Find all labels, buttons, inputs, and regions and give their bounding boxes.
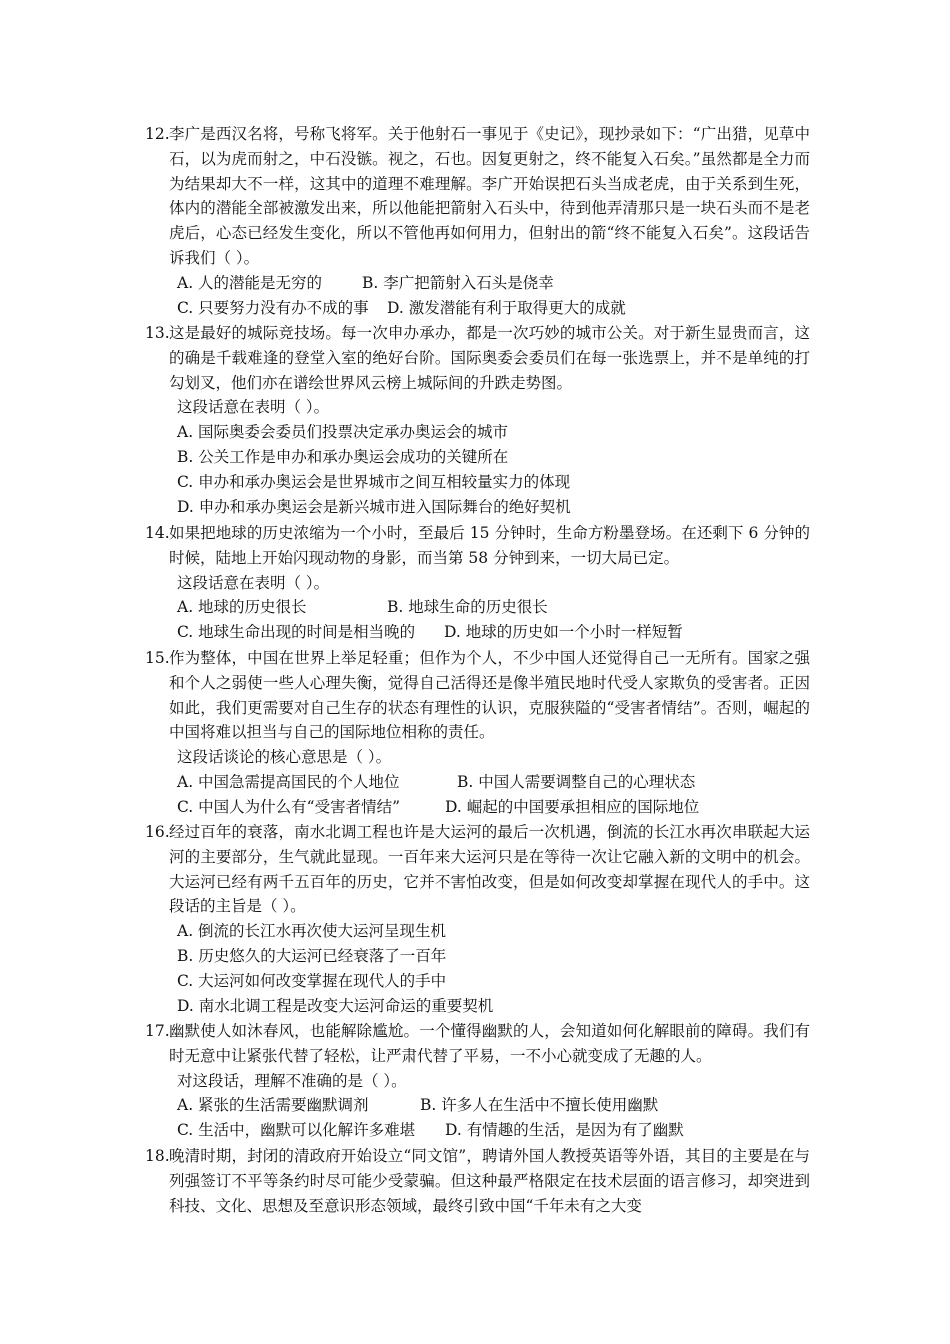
option-c: C. 只要努力没有办不成的事 [177, 298, 369, 317]
option-c: C. 大运河如何改变掌握在现代人的手中 [177, 971, 447, 990]
question-number: 13. [145, 324, 170, 342]
option-d: D. 申办和承办奥运会是新兴城市进入国际舞台的绝好契机 [177, 497, 571, 516]
question-15 [145, 646, 810, 820]
option-a: A. 国际奥委会委员们投票决定承办奥运会的城市 [177, 423, 509, 442]
option-b: B. 许多人在生活中不擅长使用幽默 [420, 1096, 659, 1115]
question-stem: 作为整体，中国在世界上举足轻重；但作为个人，不少中国人还觉得自己一无所有。国家之强和个人之弱使一些人心理失衡，觉得自己活得还是像半殖民地时代受人家欺负的受害者。正因如此，我们更需要对自己生存的状态有理性的认识，克服狭隘的“受害者情结”。否则，崛起的中国将难以担当与自己的国际地位相称的责任。 [169, 649, 810, 742]
question-number: 14. [145, 524, 170, 542]
question-prompt: 这段话意在表明（ ）。 [177, 573, 330, 592]
option-b: B. 地球生命的历史很长 [387, 598, 548, 617]
question-number: 12. [145, 125, 170, 143]
option-a: A. 地球的历史很长 [177, 598, 307, 617]
option-b: B. 公关工作是申办和承办奥运会成功的关键所在 [177, 447, 509, 466]
option-a: A. 紧张的生活需要幽默调剂 [177, 1096, 369, 1115]
option-row [177, 620, 810, 645]
option-d: D. 地球的历史如一个小时一样短暂 [444, 623, 683, 642]
option-a: A. 倒流的长江水再次使大运河呈现生机 [177, 922, 447, 941]
option-d: D. 崛起的中国要承担相应的国际地位 [445, 797, 700, 816]
question-stem: 经过百年的衰落，南水北调工程也许是大运河的最后一次机遇，倒流的长江水再次串联起大运河的主要部分，生气就此显现。一百年来大运河只是在等待一次让它融入新的文明中的机会。大运河已经有两千五百年的历史，它并不害怕改变，但是如何改变却掌握在现代人的手中。这段话的主旨是（ ）。 [169, 823, 810, 916]
question-number: 17. [145, 1022, 170, 1040]
option-b: B. 中国人需要调整自己的心理状态 [457, 772, 696, 791]
option-c: C. 申办和承办奥运会是世界城市之间互相较量实力的体现 [177, 472, 571, 491]
option-d: D. 有情趣的生活，是因为有了幽默 [445, 1121, 684, 1140]
option-d: D. 激发潜能有利于取得更大的成就 [387, 298, 626, 317]
question-14 [145, 521, 810, 645]
option-b: B. 历史悠久的大运河已经衰落了一百年 [177, 946, 447, 965]
question-17 [145, 1019, 810, 1143]
question-16 [145, 820, 810, 1018]
option-c: C. 中国人为什么有“受害者情结” [177, 797, 401, 816]
question-number: 18. [145, 1147, 170, 1165]
option-row [177, 296, 810, 321]
question-18 [145, 1144, 810, 1218]
option-c: C. 生活中，幽默可以化解许多难堪 [177, 1121, 416, 1140]
question-stem: 幽默使人如沐春风，也能解除尴尬。一个懂得幽默的人，会知道如何化解眼前的障碍。我们有时无意中让紧张代替了轻松，让严肃代替了平易，一不小心就变成了无趣的人。 [169, 1022, 810, 1065]
question-prompt: 对这段话，理解不准确的是（ ）。 [177, 1071, 407, 1090]
option-a: A. 中国急需提高国民的个人地位 [177, 772, 400, 791]
option-a: A. 人的潜能是无穷的 [177, 273, 323, 292]
option-row [177, 595, 810, 620]
question-prompt: 这段话谈论的核心意思是（ ）。 [177, 748, 392, 767]
option-row [177, 795, 810, 820]
option-row [177, 1118, 810, 1143]
option-row [177, 271, 810, 296]
question-stem: 晚清时期，封闭的清政府开始设立“同文馆”，聘请外国人教授英语等外语，其目的主要是在与列强签订不平等条约时尽可能少受蒙骗。但这种最严格限定在技术层面的语言修习，却突进到科技、文化、思想及至意识形态领域，最终引致中国“千年未有之大变 [169, 1147, 810, 1215]
question-number: 15. [145, 649, 170, 667]
question-12 [145, 122, 810, 320]
question-number: 16. [145, 823, 170, 841]
option-d: D. 南水北调工程是改变大运河命运的重要契机 [177, 996, 494, 1015]
question-stem: 如果把地球的历史浓缩为一个小时，至最后 15 分钟时，生命方粉墨登场。在还剩下 6 分钟的时候，陆地上开始闪现动物的身影，而当第 58 分钟到来，一切大局已定。 [169, 524, 810, 567]
option-c: C. 地球生命出现的时间是相当晚的 [177, 623, 416, 642]
question-stem: 李广是西汉名将，号称飞将军。关于他射石一事见于《史记》，现抄录如下：“广出猎，见草中石，以为虎而射之，中石没镞。视之，石也。因复更射之，终不能复入石矣。”虽然都是全力而为结果却大不一样，这其中的道理不难理解。李广开始误把石头当成老虎，由于关系到生死，体内的潜能全部被激发出来，所以他能把箭射入石头中，待到他弄清那只是一块石头而不是老虎后，心态已经发生变化，所以不管他再如何用力，但射出的箭“终不能复入石矣”。这段话告诉我们（ ）。 [169, 125, 810, 267]
option-row [177, 770, 810, 795]
question-prompt: 这段话意在表明（ ）。 [177, 398, 330, 417]
question-stem: 这是最好的城际竞技场。每一次申办承办，都是一次巧妙的城市公关。对于新生显贵而言，这的确是千载难逢的登堂入室的绝好台阶。国际奥委会委员们在每一张选票上，并不是单纯的打勾划叉，他们亦在谱绘世界风云榜上城际间的升跌走势图。 [169, 324, 810, 392]
question-13 [145, 321, 810, 519]
option-b: B. 李广把箭射入石头是侥幸 [362, 273, 554, 292]
option-row [177, 1093, 810, 1118]
